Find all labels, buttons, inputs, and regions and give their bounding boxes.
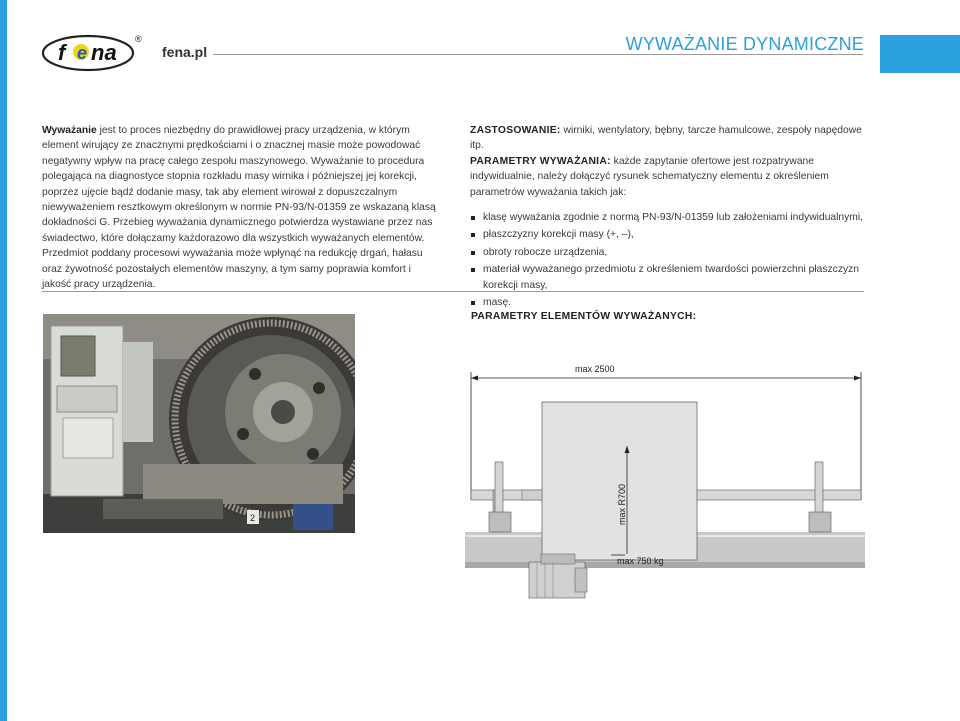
parameters-label: PARAMETRY WYWAŻANIA: (470, 155, 611, 167)
max-mass-label: max 750 kg (617, 556, 664, 566)
section-divider (42, 291, 864, 292)
list-item: klasę wyważania zgodnie z normą PN-93/N-01359 lub założeniami indywidualnymi, (470, 210, 865, 225)
diagram-title: PARAMETRY ELEMENTÓW WYWAŻANYCH: (471, 311, 697, 322)
intro-text: jest to proces niezbędny do prawidłowej pracy urządzenia, w którym element wirujący ze znacznymi prędkościami i o znacznej masie może powodować negatywny wpływ na pracę całego zespołu maszynowego. Wyważanie to procedura polegająca na diagnostyce stopnia rozkładu masy wirnika i późniejszej jej korekcji, poprzez ujęcie bądź dodanie masy, tak aby element wirował z dopuszczalnym niewyważeniem resztkowym określonym w normie PN-93/N-01359 ze wskazaną klasą dokładności G. Przebieg wyważania dynamicznego potwierdza wystawiane przez nas świadectwo, które dołączamy każdorazowo dla wszystkich wyważanych elementów. Przedmiot poddany procesowi wyważania może wpłynąć na redukcję drgań, hałasu oraz żywotność pozostałych elementów maszyny, a tym samy poprawia komfort i jakość pracy urządzenia. (42, 125, 436, 291)
intro-lead: Wyważanie (42, 125, 97, 136)
list-item: obroty robocze urządzenia, (470, 245, 865, 260)
page-title: WYWAŻANIE DYNAMICZNE (625, 34, 864, 54)
logo-letter-e: e (77, 43, 88, 63)
balancing-machine-photo (43, 314, 355, 533)
list-item: materiał wyważanego przedmiotu z określeniem twardości powierzchni płaszczyzn korekcji masy, (470, 262, 865, 293)
fena-logo (41, 33, 147, 73)
max-radius-label: max R700 (617, 483, 627, 525)
application-text: wirniki, wentylatory, bębny, tarcze hamulcowe, zespoły napędowe itp. (470, 125, 862, 152)
list-item: masę. (470, 295, 865, 310)
parameters-list (470, 210, 865, 310)
arrow-left (471, 376, 478, 381)
logo-letters-na: na (91, 40, 117, 65)
parameters-text: każde zapytanie ofertowe jest rozpatrywane indywidualnie, należy dołączyć rysunek schematyczny elementu z określeniem parametrów wyważania takich jak: (470, 155, 829, 198)
rotor-drum (542, 402, 697, 560)
parameters-paragraph (470, 154, 865, 200)
dimension-diagram (465, 350, 865, 610)
right-column (470, 123, 865, 312)
application-paragraph (470, 123, 865, 154)
plate-number: 2 (250, 513, 256, 523)
header-corner-block (880, 35, 960, 73)
list-item: płaszczyzny korekcji masy (+, –), (470, 227, 865, 242)
logo-letter-f: f (58, 40, 66, 65)
max-length-label: max 2500 (575, 364, 615, 374)
site-url[interactable]: fena.pl (162, 44, 208, 60)
registered-mark: ® (135, 34, 142, 44)
arrow-right (854, 376, 861, 381)
left-accent-bar (0, 0, 7, 721)
application-label: ZASTOSOWANIE: (470, 125, 561, 136)
intro-paragraph (42, 123, 437, 292)
